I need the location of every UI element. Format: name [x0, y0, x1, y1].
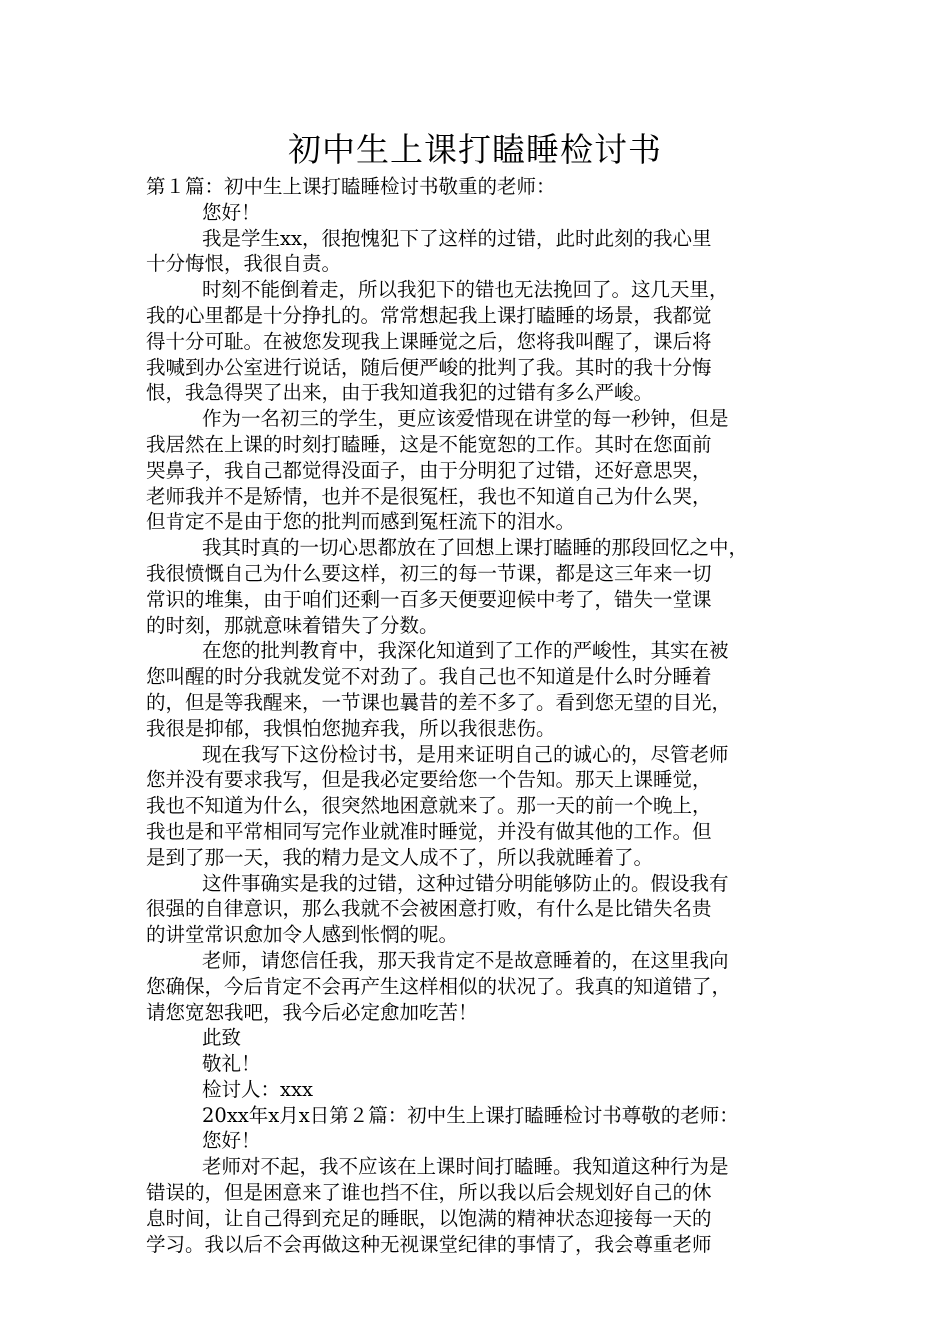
- body-line: 您好！: [202, 200, 261, 224]
- body-line: 我很愤慨自己为什么要这样，初三的每一节课，都是这三年来一切: [146, 561, 712, 585]
- body-line: 我也不知道为什么，很突然地困意就来了。那一天的前一个晚上，: [146, 794, 712, 818]
- body-line: 错误的，但是困意来了谁也挡不住，所以我以后会规划好自己的休: [146, 1181, 712, 1205]
- body-line: 您叫醒的时分我就发觉不对劲了。我自己也不知道是什么时分睡着: [146, 665, 712, 689]
- body-line: 十分悔恨，我很自责。: [146, 252, 342, 276]
- body-line: 第１篇：初中生上课打瞌睡检讨书敬重的老师：: [146, 175, 556, 198]
- body-line: 请您宽恕我吧，我今后必定愈加吃苦！: [146, 1000, 478, 1024]
- body-line: 您并没有要求我写，但是我必定要给您一个告知。那天上课睡觉，: [146, 768, 712, 792]
- body-line: 老师，请您信任我，那天我肯定不是故意睡着的，在这里我向: [202, 948, 729, 972]
- body-line: 老师对不起，我不应该在上课时间打瞌睡。我知道这种行为是: [202, 1155, 729, 1179]
- body-line: 这件事确实是我的过错，这种过错分明能够防止的。假设我有: [202, 871, 729, 895]
- body-line: 息时间，让自己得到充足的睡眠，以饱满的精神状态迎接每一天的: [146, 1206, 712, 1230]
- body-line: 但肯定不是由于您的批判而感到冤枉流下的泪水。: [146, 510, 576, 534]
- body-line: 我喊到办公室进行说话，随后便严峻的批判了我。其时的我十分悔: [146, 355, 712, 379]
- body-line: 得十分可耻。在被您发现我上课睡觉之后，您将我叫醒了，课后将: [146, 329, 712, 353]
- body-line: 恨，我急得哭了出来，由于我知道我犯的过错有多么严峻。: [146, 381, 654, 405]
- body-line: 时刻不能倒着走，所以我犯下的错也无法挽回了。这几天里，: [202, 278, 729, 302]
- body-line: 作为一名初三的学生，更应该爱惜现在讲堂的每一秒钟，但是: [202, 407, 729, 431]
- body-line: 我居然在上课的时刻打瞌睡，这是不能宽恕的工作。其时在您面前: [146, 432, 712, 456]
- body-line: 很强的自律意识，那么我就不会被困意打败，有什么是比错失名贵: [146, 897, 712, 921]
- body-line: 的，但是等我醒来，一节课也曩昔的差不多了。看到您无望的目光，: [146, 690, 732, 714]
- body-line: 的讲堂常识愈加令人感到怅惘的呢。: [146, 923, 459, 947]
- body-line: 敬礼！: [202, 1052, 261, 1076]
- body-line: 哭鼻子，我自己都觉得没面子，由于分明犯了过错，还好意思哭，: [146, 458, 712, 482]
- body-line: 常识的堆集，由于咱们还剩一百多天便要迎候中考了，错失一堂课: [146, 587, 712, 611]
- body-line: 我其时真的一切心思都放在了回想上课打瞌睡的那段回忆之中，: [202, 536, 749, 560]
- body-line: 现在我写下这份检讨书，是用来证明自己的诚心的，尽管老师: [202, 742, 729, 766]
- body-line: 我很是抑郁，我惧怕您抛弃我，所以我很悲伤。: [146, 716, 556, 740]
- document-title: 初中生上课打瞌睡检讨书: [288, 130, 662, 169]
- body-line: 老师我并不是矫情，也并不是很冤枉，我也不知道自己为什么哭，: [146, 484, 712, 508]
- body-line: 我的心里都是十分挣扎的。常常想起我上课打瞌睡的场景，我都觉: [146, 303, 712, 327]
- body-line: 我也是和平常相同写完作业就准时睡觉，并没有做其他的工作。但: [146, 819, 712, 843]
- body-line: 您确保，今后肯定不会再产生这样相似的状况了。我真的知道错了，: [146, 974, 732, 998]
- body-line: 20xx年x月x日第２篇：初中生上课打瞌睡检讨书尊敬的老师：: [202, 1103, 739, 1127]
- body-line: 的时刻，那就意味着错失了分数。: [146, 613, 439, 637]
- body-line: 此致: [202, 1026, 242, 1050]
- document-body: [146, 174, 810, 1257]
- body-line: 是到了那一天，我的精力是文人成不了，所以我就睡着了。: [146, 845, 654, 869]
- body-line: 在您的批判教育中，我深化知道到了工作的严峻性，其实在被: [202, 639, 729, 663]
- body-line: 我是学生xx，很抱愧犯下了这样的过错，此时此刻的我心里: [202, 226, 712, 250]
- body-line: 检讨人：xxx: [202, 1077, 313, 1101]
- body-line: 学习。我以后不会再做这种无视课堂纪律的事情了，我会尊重老师: [146, 1232, 712, 1256]
- body-line: 您好！: [202, 1129, 261, 1153]
